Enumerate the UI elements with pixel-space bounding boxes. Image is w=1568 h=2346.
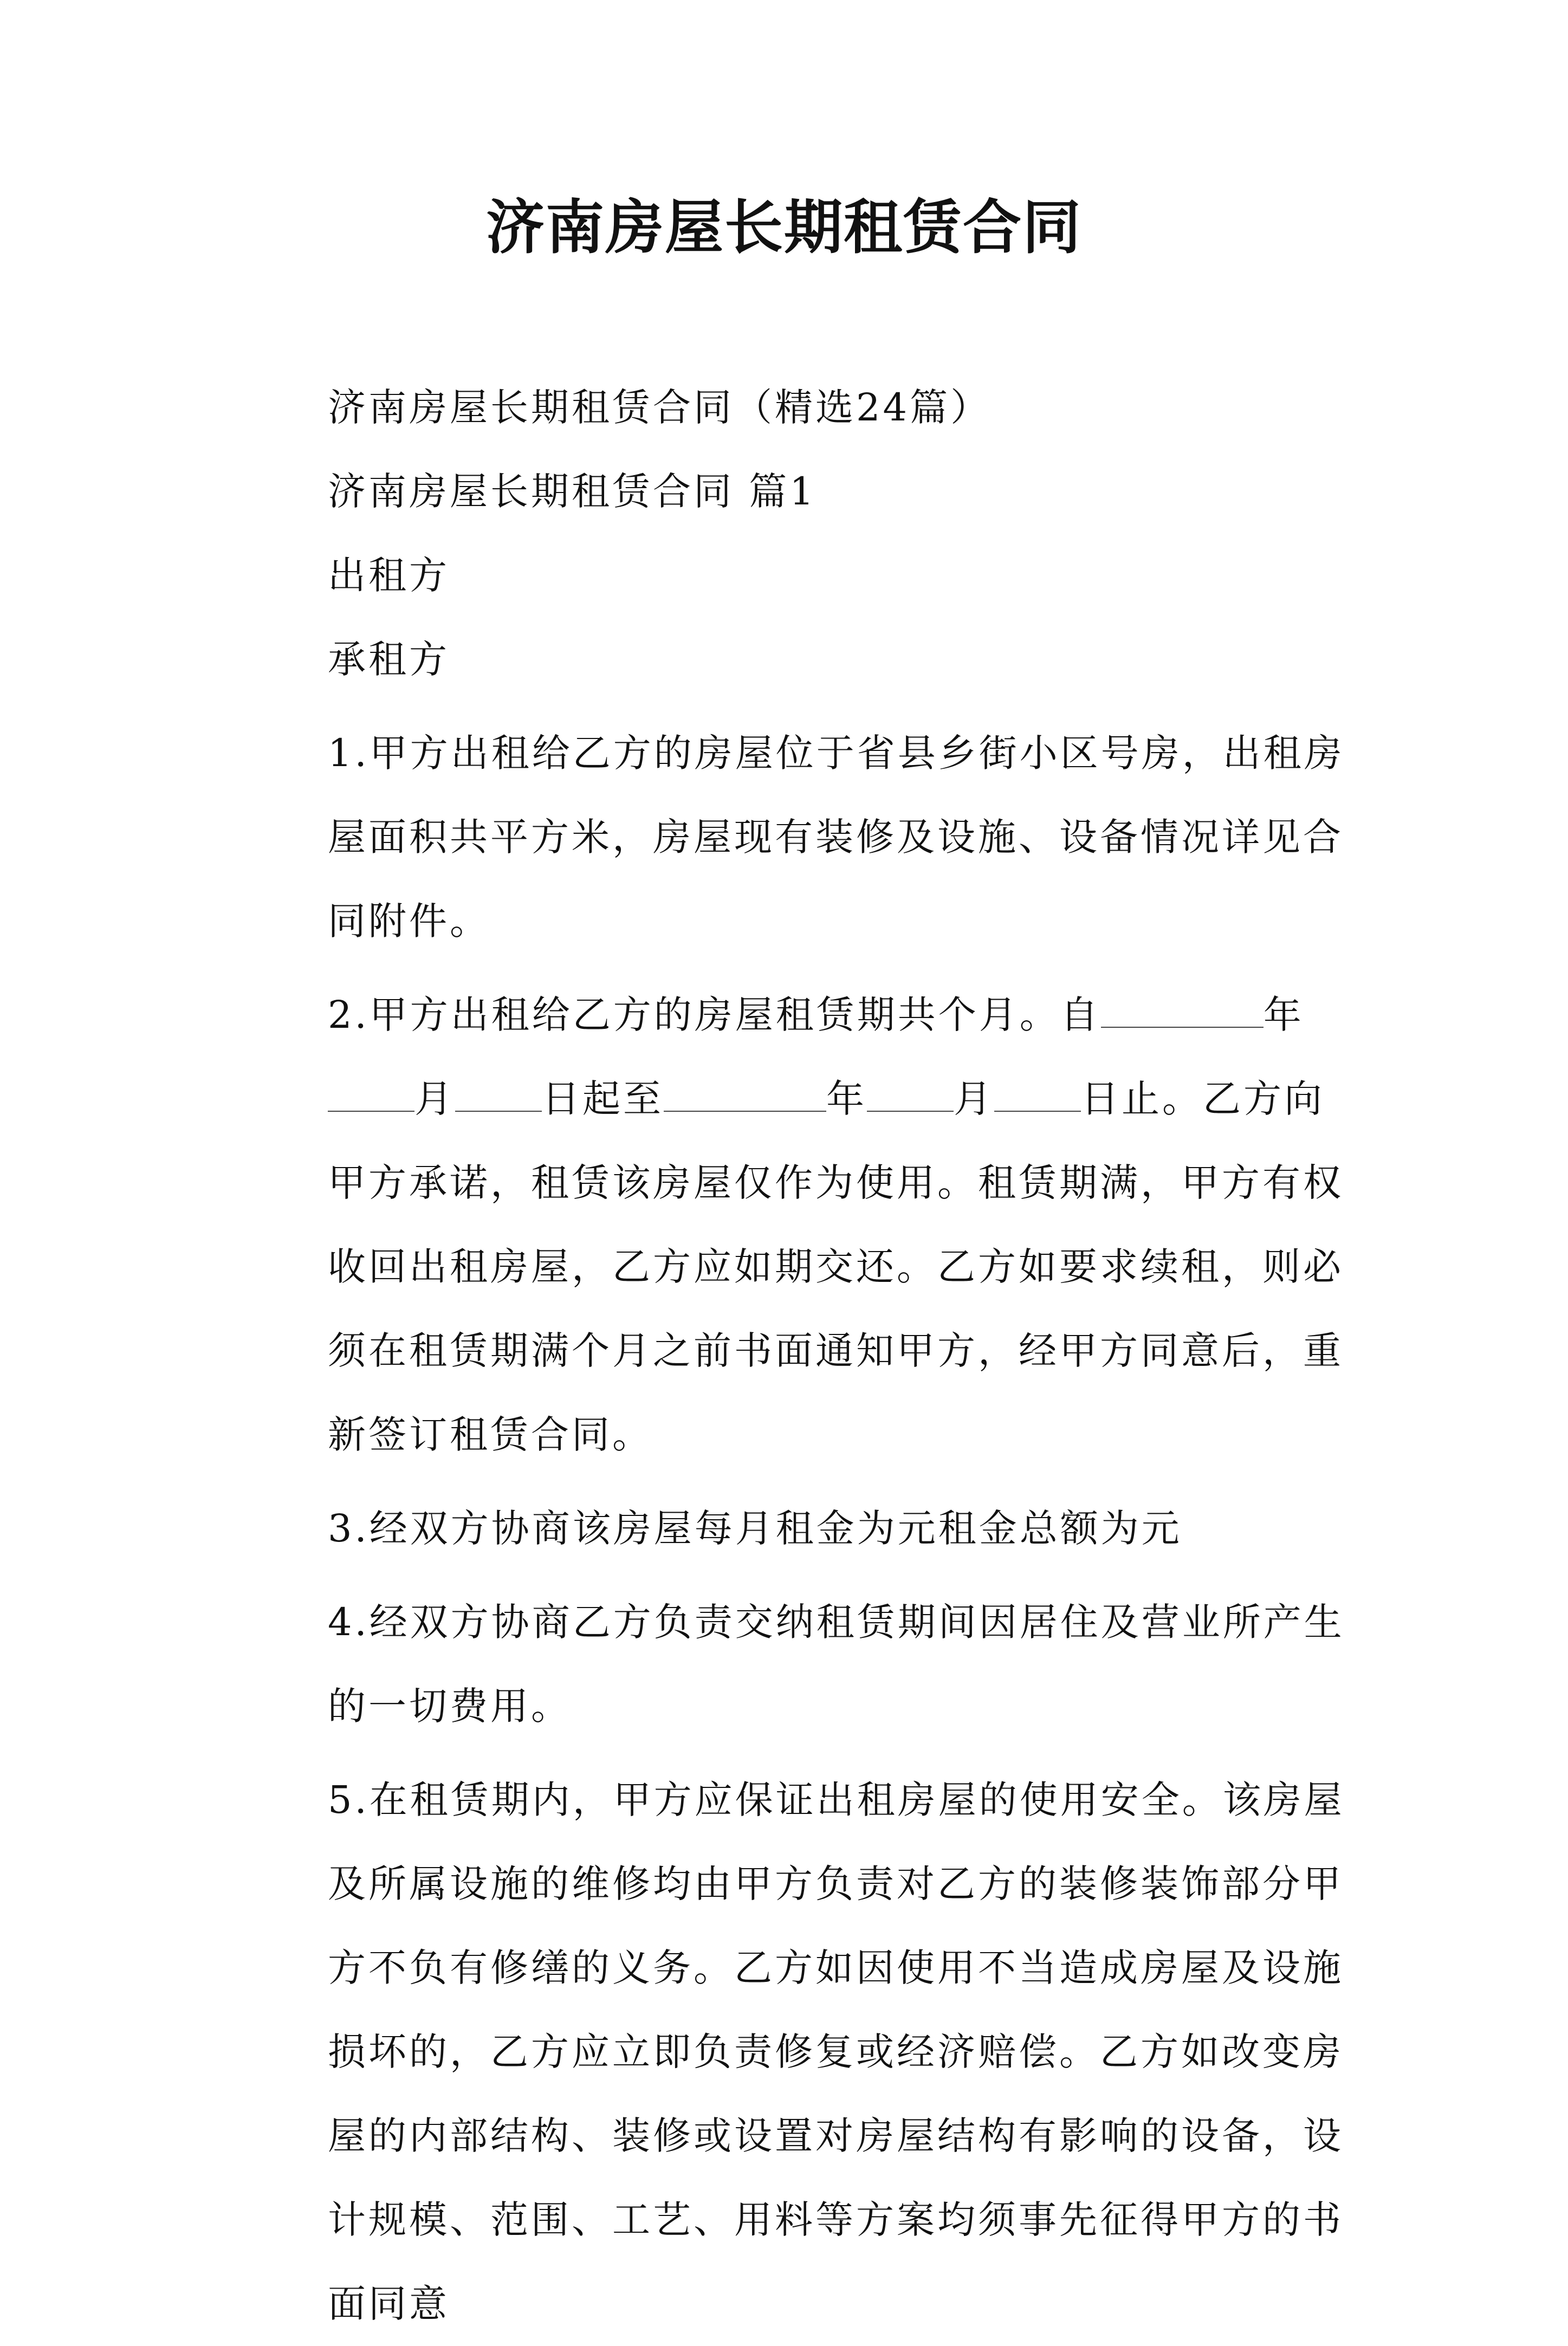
document-body <box>241 366 1346 2346</box>
document-title: 济南房屋长期租赁合同 <box>485 193 1082 262</box>
clause-4: 4.经双方协商乙方负责交纳租赁期间因居住及营业所产生的一切费用。 <box>328 1600 1345 1728</box>
clause-2-month-2: 月 <box>954 1077 994 1121</box>
party-lessor: 出租方 <box>328 553 450 598</box>
blank-day-end <box>994 1073 1081 1112</box>
clause-2-text-b: 日止。乙方向甲方承诺，租赁该房屋仅作为使用。租赁期满，甲方有权收回出租房屋，乙方应如期交还。乙方如要求续租，则必须在租赁期满个月之前书面通知甲方，经甲方同意后，重新签订租赁合同。 <box>328 1077 1344 1457</box>
clause-2-month-1: 月 <box>414 1077 455 1121</box>
party-lessee: 承租方 <box>328 637 450 682</box>
clause-2-year-1: 年 <box>1263 993 1304 1037</box>
clause-2-text-a: 2.甲方出租给乙方的房屋租赁期共个月。自 <box>328 993 1101 1037</box>
blank-day-start <box>455 1073 542 1112</box>
clause-3: 3.经双方协商该房屋每月租金为元租金总额为元 <box>328 1506 1182 1551</box>
clause-2 <box>241 973 1346 1477</box>
blank-year-start <box>1101 989 1264 1028</box>
clause-1: 1.甲方出租给乙方的房屋位于省县乡街小区号房，出租房屋面积共平方米，房屋现有装修及设施、设备情况详见合同附件。 <box>328 731 1345 943</box>
blank-year-end <box>664 1073 826 1112</box>
clause-2-year-2: 年 <box>826 1077 867 1121</box>
blank-month-end <box>867 1073 954 1112</box>
section-heading: 济南房屋长期租赁合同 篇1 <box>328 469 817 514</box>
blank-month-start <box>328 1073 414 1112</box>
subtitle: 济南房屋长期租赁合同（精选24篇） <box>328 385 992 430</box>
clause-2-day-1: 日起至 <box>542 1077 664 1121</box>
clause-5: 5.在租赁期内，甲方应保证出租房屋的使用安全。该房屋及所属设施的维修均由甲方负责对乙方的装修装饰部分甲方不负有修缮的义务。乙方如因使用不当造成房屋及设施损坏的，乙方应立即负责修复或经济赔偿。乙方如改变房屋的内部结构、装修或设置对房屋结构有影响的设备，设计规模、范围、工艺、用料等方案均须事先征得甲方的书面同意 <box>328 1778 1345 2326</box>
